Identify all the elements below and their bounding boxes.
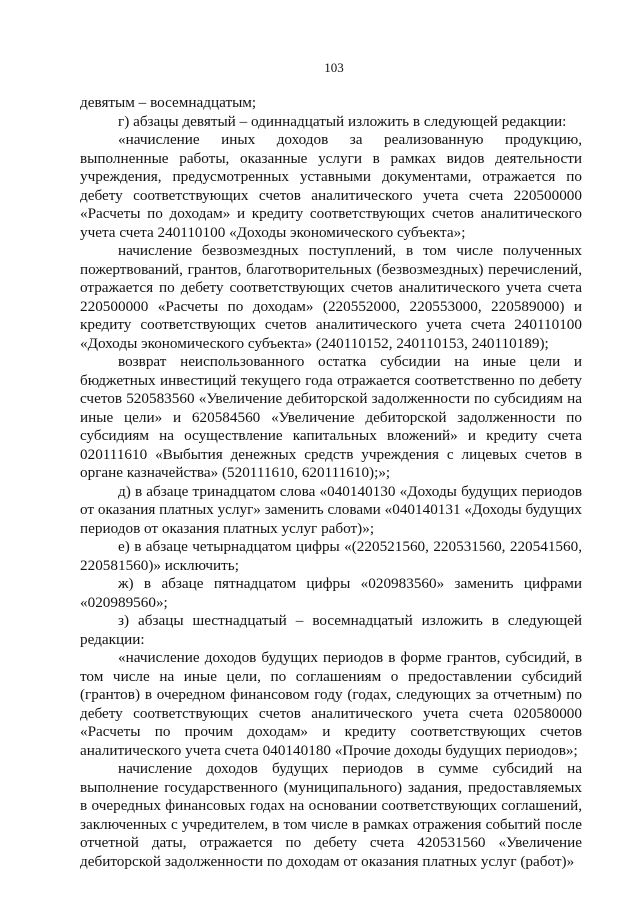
- document-body: [80, 94, 582, 871]
- paragraph-item-e: е) в абзаце четырнадцатом цифры «(220521560, 220531560, 220541560, 220581560)» исключить;: [80, 538, 582, 574]
- paragraph-quoted-income: «начисление иных доходов за реализованную продукцию, выполненные работы, оказанные услуги в рамках видов деятельности учреждения, предусмотренных уставными документами, отражается по дебету соответствующих счетов аналитического учета счета 220500000 «Расчеты по доходам» и кредиту соответствующих счетов аналитического учета счета 240110100 «Доходы экономического субъекта»;: [80, 131, 582, 241]
- paragraph-subsidy-return: возврат неиспользованного остатка субсидии на иные цели и бюджетных инвестиций текущего года отражается соответственно по дебету счетов 520583560 «Увеличение дебиторской задолженности по субсидиям на иные цели» и 620584560 «Увеличение дебиторской задолженности по субсидиям на осуществление капитальных вложений» и кредиту счета 020111610 «Выбытия денежных средств учреждения с лицевых счетов в органе казначейства» (520111610, 620111610);»;: [80, 353, 582, 481]
- paragraph-item-g: г) абзацы девятый – одиннадцатый изложить в следующей редакции:: [118, 112, 567, 130]
- paragraph-item-d: д) в абзаце тринадцатом слова «040140130 «Доходы будущих периодов от оказания платных услуг» заменить словами «040140131 «Доходы будущих периодов от оказания платных услуг работ)»;: [80, 482, 582, 537]
- paragraph-continuation: девятым – восемнадцатым;: [80, 94, 257, 111]
- paragraph-future-income-grants: «начисление доходов будущих периодов в форме грантов, субсидий, в том числе на иные цели, по соглашениям о предоставлении субсидий (грантов) в очередном финансовом году (годах, следующих за отчетным) по дебету соответствующих счетов аналитического учета счета 020580000 «Расчеты по прочим доходам» и кредиту соответствующих счетов аналитического учета счета 040140180 «Прочие доходы будущих периодов»;: [80, 649, 582, 759]
- paragraph-donations: начисление безвозмездных поступлений, в том числе полученных пожертвований, грантов, благотворительных (безвозмездных) перечислений, отражается по дебету соответствующих счетов аналитического учета счета 220500000 «Расчеты по доходам» (220552000, 220553000, 220589000) и кредиту соответствующих счетов аналитического учета счета 240110100 «Доходы экономического субъекта» (240110152, 240110153, 240110189);: [80, 242, 582, 352]
- paragraph-item-z: з) абзацы шестнадцатый – восемнадцатый изложить в следующей редакции:: [80, 612, 582, 648]
- page-number: 103: [324, 60, 344, 75]
- paragraph-item-zh: ж) в абзаце пятнадцатом цифры «020983560» заменить цифрами «020989560»;: [80, 575, 582, 611]
- paragraph-future-income-subsidies: начисление доходов будущих периодов в сумме субсидий на выполнение государственного (муниципального) задания, предоставляемых в очередных финансовых годах на основании соответствующих соглашений, заключенных с учредителем, в том числе в рамках отражения событий после отчетной даты, отражается по дебету счета 420531560 «Увеличение дебиторской задолженности по доходам от оказания платных услуг (работ)»: [80, 760, 582, 870]
